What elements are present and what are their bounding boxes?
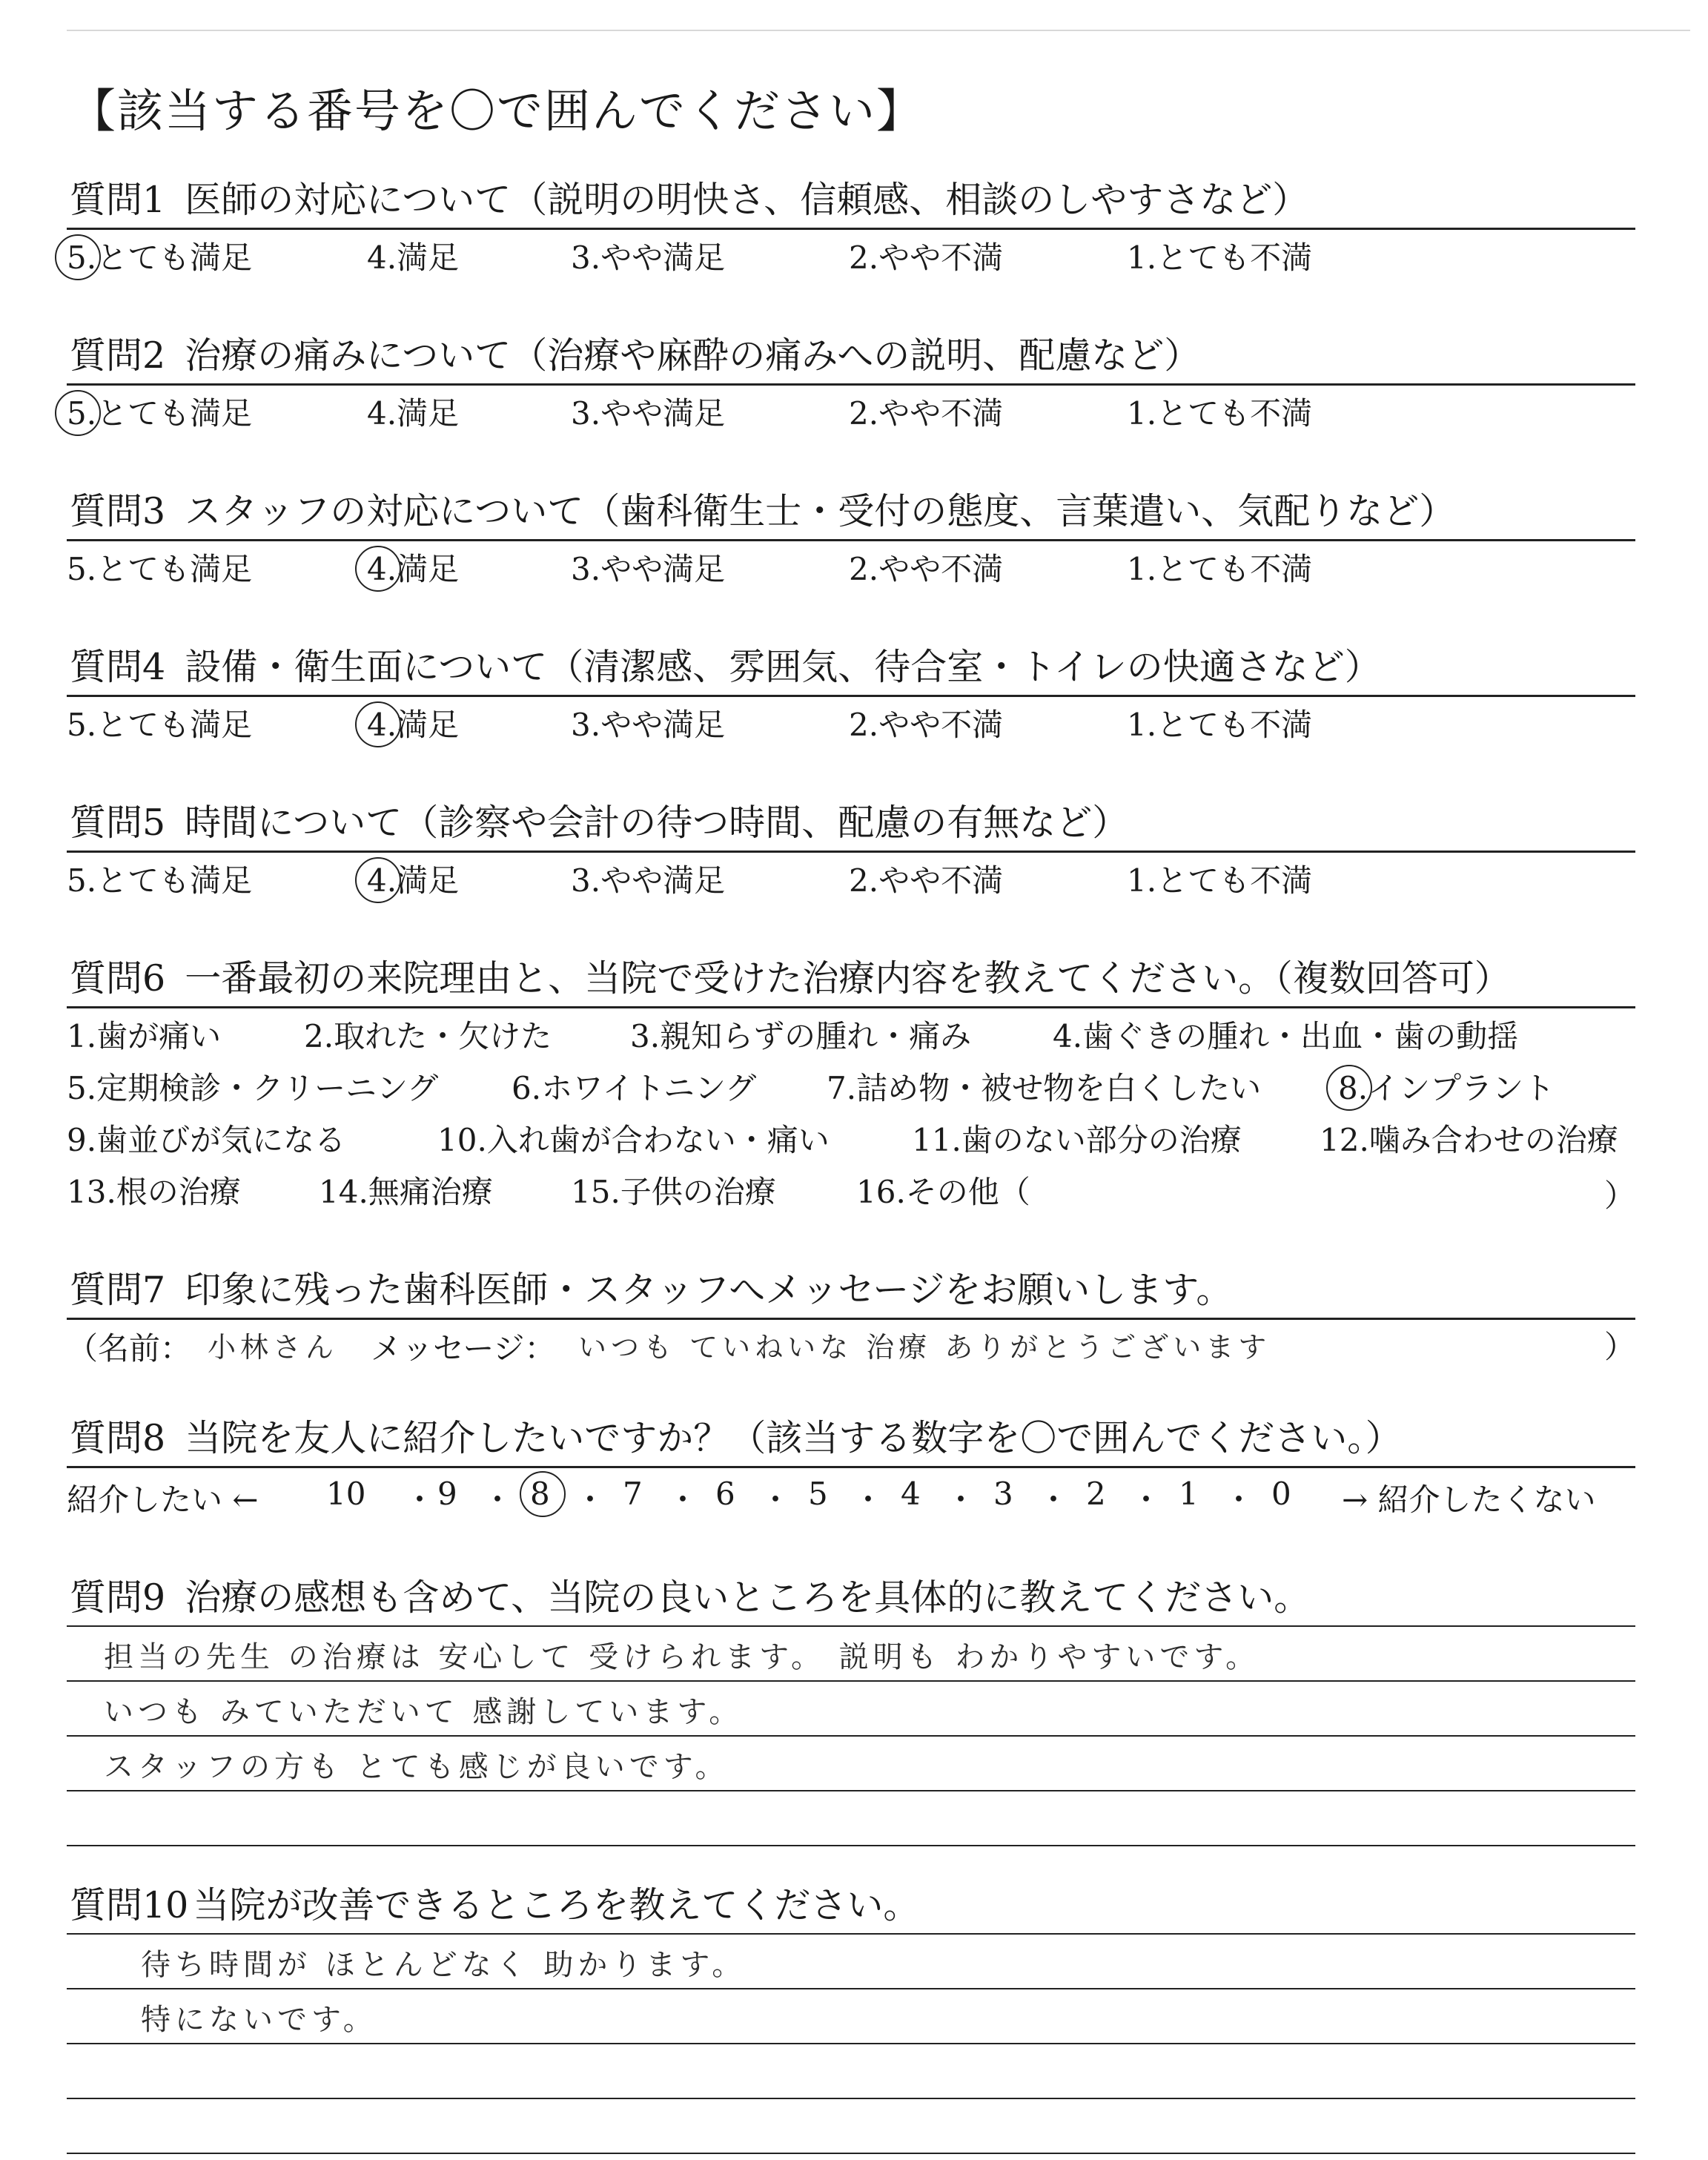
question-text: 当院を友人に紹介したいですか？（該当する数字を〇で囲んでください。） [185,1417,1402,1459]
page-title: 【該当する番号を〇で囲んでください】 [70,84,924,138]
reason-option-7[interactable]: 7.詰め物・被せ物を白くしたい [827,1070,1262,1106]
handwritten-answer: 担当の先生 の治療は 安心して 受けられます。 説明も わかりやすいです。 [104,1640,1260,1674]
scale-separator: ・ [482,1482,514,1518]
reason-option-6[interactable]: 6.ホワイトニング [512,1070,757,1106]
reason-option-14[interactable]: 14.無痛治療 [319,1174,493,1210]
rating-option-1[interactable]: 1.とても不満 [1127,395,1313,432]
question-6-title [67,953,1635,1008]
question-7-title [67,1264,1635,1320]
question-number: 質問1 [70,179,166,221]
answer-line[interactable] [67,2099,1635,2154]
scale-value-5[interactable]: 5 [808,1476,828,1512]
scale-separator: ・ [1223,1482,1255,1518]
rating-options [67,697,1635,753]
question-number: 質問9 [70,1576,166,1619]
rating-option-5[interactable]: 5.とても満足 [67,551,253,587]
answer-line[interactable] [67,1989,1635,2044]
scale-value-2[interactable]: 2 [1086,1476,1106,1512]
question-number: 質問6 [70,957,166,1000]
rating-option-4[interactable]: 4.満足 [367,860,459,902]
scale-separator: ・ [945,1482,977,1518]
reason-row [67,1013,1635,1065]
question-6 [67,953,1635,1221]
question-4-title [67,641,1635,697]
scale-separator: ・ [404,1482,436,1518]
question-9 [67,1572,1635,1846]
question-text: 時間について（診察や会計の待つ時間、配慮の有無など） [185,802,1129,844]
other-close-paren: ） [1603,1178,1635,1214]
reason-option-15[interactable]: 15.子供の治療 [571,1174,776,1210]
scale-separator: ・ [667,1482,699,1518]
question-10 [67,1880,1635,2154]
question-number: 質問3 [70,490,166,532]
answer-lines [67,1935,1635,2154]
recommend-scale [67,1468,1635,1527]
scale-separator: ・ [575,1482,606,1518]
reason-option-1[interactable]: 1.歯が痛い [67,1018,222,1054]
question-10-title [67,1880,1635,1935]
rating-option-1[interactable]: 1.とても不満 [1127,707,1313,743]
question-text: 治療の痛みについて（治療や麻酔の痛みへの説明、配慮など） [185,334,1201,377]
answer-line[interactable] [67,1682,1635,1737]
reason-option-16[interactable]: 16.その他（ [856,1174,1030,1210]
reason-row [67,1117,1635,1169]
question-text: スタッフの対応について（歯科衛生士・受付の態度、言葉遣い、気配りなど） [185,490,1456,532]
rating-option-1[interactable]: 1.とても不満 [1127,862,1313,899]
answer-line[interactable] [67,1737,1635,1791]
rating-option-3[interactable]: 3.やや満足 [571,707,726,743]
question-2 [67,330,1635,442]
answer-line[interactable] [67,1627,1635,1682]
question-9-title [67,1572,1635,1627]
answer-line[interactable] [67,1935,1635,1989]
reason-row [67,1065,1635,1117]
question-7 [67,1264,1635,1372]
question-number: 質問5 [70,802,166,844]
reason-option-2[interactable]: 2.取れた・欠けた [304,1018,552,1054]
rating-option-4[interactable]: 4.満足 [367,549,459,590]
reason-options [67,1008,1635,1221]
question-number: 質問10 [70,1884,189,1926]
question-number: 質問7 [70,1269,166,1311]
rating-option-4[interactable]: 4.満足 [367,240,460,276]
question-3-title [67,486,1635,541]
question-8-title [67,1413,1635,1468]
reason-option-9[interactable]: 9.歯並びが気になる [67,1122,346,1158]
reason-option-10[interactable]: 10.入れ歯が合わない・痛い [437,1122,830,1158]
recommend-left-label: 紹介したい ← [67,1482,259,1518]
rating-option-1[interactable]: 1.とても不満 [1127,551,1313,587]
rating-option-2[interactable]: 2.やや不満 [849,240,1004,276]
recommend-right-label: → 紹介したくない [1342,1482,1596,1518]
reason-option-8[interactable]: 8.インプラント [1338,1068,1555,1109]
message-label: メッセージ： [371,1330,556,1367]
rating-option-2[interactable]: 2.やや不満 [849,707,1004,743]
question-text: 一番最初の来院理由と、当院で受けた治療内容を教えてください。（複数回答可） [185,957,1511,1000]
rating-option-3[interactable]: 3.やや満足 [571,862,726,899]
question-8 [67,1413,1635,1527]
message-line [67,1320,1635,1372]
rating-option-3[interactable]: 3.やや満足 [571,551,726,587]
rating-option-3[interactable]: 3.やや満足 [571,240,726,276]
scale-value-9[interactable]: 9 [437,1476,457,1512]
name-value[interactable]: 小林さん [208,1331,339,1364]
rating-options [67,853,1635,909]
scale-value-1[interactable]: 1 [1179,1476,1199,1512]
question-3 [67,486,1635,598]
scale-separator: ・ [1038,1482,1070,1518]
rating-options [67,541,1635,598]
answer-line[interactable] [67,1791,1635,1846]
question-2-title [67,330,1635,386]
rating-option-5[interactable]: 5.とても満足 [67,393,252,435]
name-label: （名前： [67,1330,192,1367]
rating-option-5[interactable]: 5.とても満足 [67,707,253,743]
rating-option-5[interactable]: 5.とても満足 [67,237,252,279]
question-text: 印象に残った歯科医師・スタッフへメッセージをお願いします。 [185,1269,1233,1311]
reason-option-3[interactable]: 3.親知らずの腫れ・痛み [630,1018,972,1054]
question-1 [67,174,1635,286]
question-number: 質問8 [70,1417,166,1459]
scale-value-4[interactable]: 4 [901,1476,921,1512]
reason-option-13[interactable]: 13.根の治療 [67,1174,241,1210]
reason-option-4[interactable]: 4.歯ぐきの腫れ・出血・歯の動揺 [1053,1018,1519,1054]
rating-option-4[interactable]: 4.満足 [367,395,460,432]
question-text: 医師の対応について（説明の明快さ、信頼感、相談のしやすさなど） [185,179,1309,221]
rating-option-2[interactable]: 2.やや不満 [849,551,1004,587]
question-4 [67,641,1635,753]
top-rule [67,30,1690,31]
rating-option-3[interactable]: 3.やや満足 [571,395,726,432]
rating-option-2[interactable]: 2.やや不満 [849,395,1004,432]
scale-value-8[interactable]: 8 [530,1476,550,1512]
handwritten-answer: 待ち時間が ほとんどなく 助かります。 [141,1948,747,1982]
scale-separator: ・ [853,1482,884,1518]
handwritten-answer: 特にないです。 [141,2003,377,2037]
question-text: 治療の感想も含めて、当院の良いところを具体的に教えてください。 [185,1576,1311,1619]
question-text: 当院が改善できるところを教えてください。 [193,1884,920,1926]
reason-option-5[interactable]: 5.定期検診・クリーニング [67,1070,439,1106]
reason-option-12[interactable]: 12.噛み合わせの治療 [1320,1122,1618,1158]
scale-separator: ・ [1131,1482,1162,1518]
message-value[interactable]: いつも ていねいな 治療 ありがとうございます [578,1331,1271,1364]
handwritten-answer: スタッフの方も とても感じが良いです。 [104,1750,729,1784]
reason-row [67,1169,1635,1221]
scale-separator: ・ [760,1482,792,1518]
rating-option-4[interactable]: 4.満足 [367,704,459,746]
reason-option-11[interactable]: 11.歯のない部分の治療 [912,1122,1242,1158]
scale-value-7[interactable]: 7 [623,1476,643,1512]
rating-options [67,386,1635,442]
question-number: 質問4 [70,646,166,688]
question-text: 設備・衛生面について（清潔感、雰囲気、待合室・トイレの快適さなど） [185,646,1381,688]
question-number: 質問2 [70,334,166,377]
question-5 [67,797,1635,909]
rating-option-2[interactable]: 2.やや不満 [849,862,1004,899]
scale-value-6[interactable]: 6 [715,1476,735,1512]
question-1-title [67,174,1635,230]
scale-value-0[interactable]: 0 [1271,1476,1291,1512]
rating-option-5[interactable]: 5.とても満足 [67,862,253,899]
answer-line[interactable] [67,2044,1635,2099]
question-5-title [67,797,1635,853]
rating-option-1[interactable]: 1.とても不満 [1127,240,1313,276]
answer-lines [67,1627,1635,1846]
handwritten-answer: いつも みていただいて 感謝しています。 [104,1695,744,1729]
scale-value-3[interactable]: 3 [993,1476,1013,1512]
scale-value-10[interactable]: 10 [326,1476,366,1512]
message-close-paren: ） [1603,1329,1635,1365]
rating-options [67,230,1635,286]
